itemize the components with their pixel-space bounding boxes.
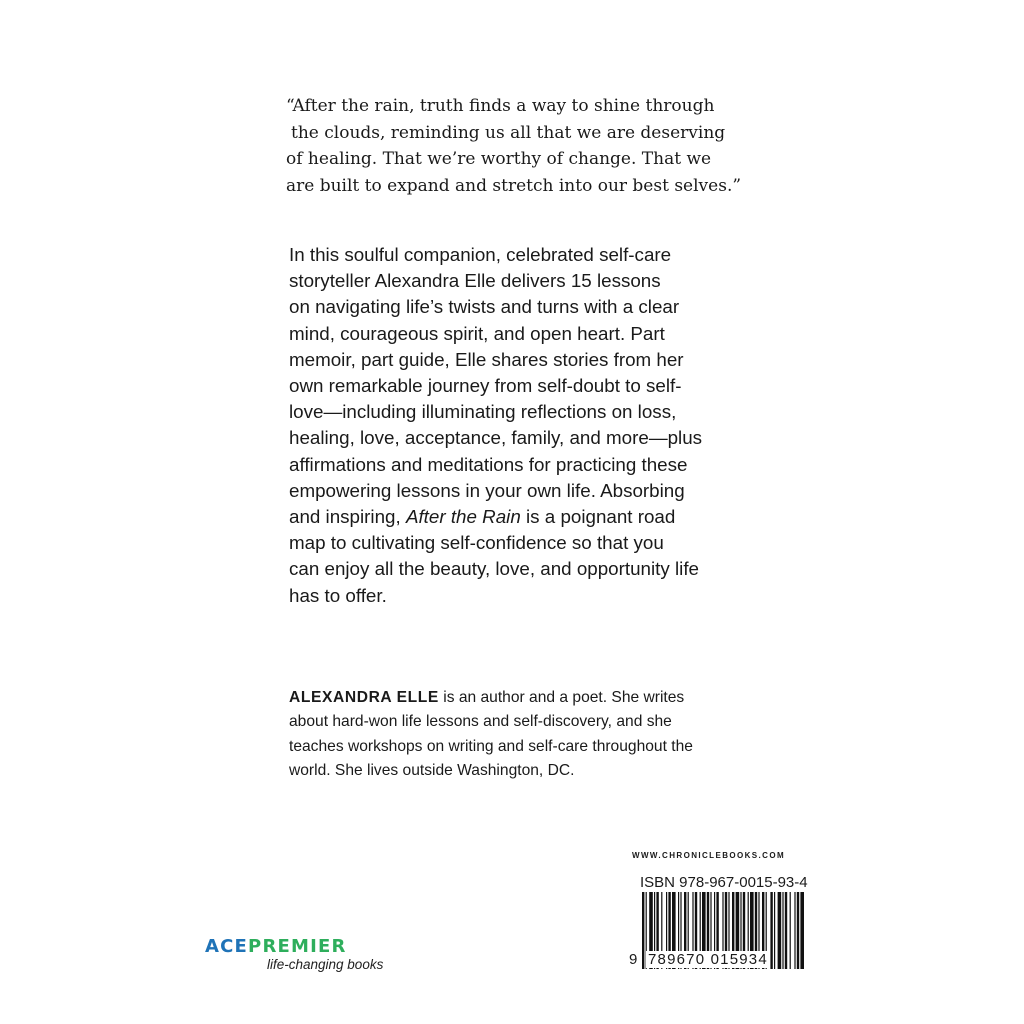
book-title: After the Rain	[405, 506, 521, 528]
barcode-first-digit: 9	[629, 951, 638, 968]
quote-line: the clouds, reminding us all that we are deserving	[291, 122, 726, 143]
publisher-website: WWW.CHRONICLEBOOKS.COM	[632, 851, 786, 860]
barcode-bar	[782, 891, 783, 969]
bio-line	[289, 686, 759, 710]
bio-line: teaches workshops on writing and self-care throughout the	[289, 737, 693, 755]
description-line: affirmations and meditations for practicing these	[289, 453, 688, 475]
barcode-bar	[774, 891, 775, 969]
barcode-bar	[785, 891, 787, 969]
bio-line: world. She lives outside Washington, DC.	[289, 762, 575, 780]
description-line: can enjoy all the beauty, love, and opportunity life	[289, 558, 699, 580]
description-line: own remarkable journey from self-doubt to self-	[289, 375, 682, 397]
barcode-bar	[800, 891, 804, 969]
barcode-bar	[770, 891, 772, 969]
author-bio	[289, 686, 759, 784]
description-text: and inspiring,	[289, 506, 406, 528]
logo-wordmark	[205, 937, 415, 957]
description-line: empowering lessons in your own life. Absorbing	[289, 479, 685, 501]
quote-line: of healing. That we’re worthy of change. That we	[286, 149, 712, 169]
description-line: on navigating life’s twists and turns with a clear	[289, 296, 680, 318]
description-line: memoir, part guide, Elle shares stories from her	[289, 348, 684, 370]
description-line: In this soulful companion, celebrated self-care	[289, 244, 672, 265]
barcode-bar	[778, 891, 782, 969]
author-name: ALEXANDRA ELLE	[289, 689, 439, 706]
acepremier-logo	[205, 937, 415, 977]
bio-line: about hard-won life lessons and self-discovery, and she	[289, 713, 672, 731]
description-line: love—including illuminating reflections on loss,	[289, 401, 677, 423]
bio-text: is an author and a poet. She writes	[438, 689, 685, 706]
description-line: healing, love, acceptance, family, and more—plus	[289, 427, 703, 449]
logo-tagline: life-changing books	[267, 957, 384, 972]
description-text: is a poignant road	[520, 506, 676, 528]
description-line: map to cultivating self-confidence so that you	[289, 532, 664, 554]
book-description	[289, 242, 759, 609]
quote-line: are built to expand and stretch into our best selves.”	[286, 175, 742, 196]
isbn-label: ISBN 978-967-0015-93-4	[640, 874, 808, 891]
description-line: has to offer.	[289, 584, 387, 606]
logo-premier: PREMIER	[248, 936, 347, 957]
barcode-bar	[797, 891, 799, 969]
description-line	[289, 504, 759, 530]
barcode-digits: 789670 015934	[648, 951, 768, 968]
pull-quote	[286, 93, 756, 199]
quote-line: “After the rain, truth finds a way to shine through	[286, 96, 715, 116]
barcode-bar	[642, 891, 644, 969]
barcode-bar	[790, 891, 791, 969]
description-line: mind, courageous spirit, and open heart. Part	[289, 322, 665, 344]
barcode-bar	[794, 891, 795, 969]
description-line: storyteller Alexandra Elle delivers 15 lessons	[289, 270, 661, 292]
logo-ace: ACE	[205, 936, 249, 957]
